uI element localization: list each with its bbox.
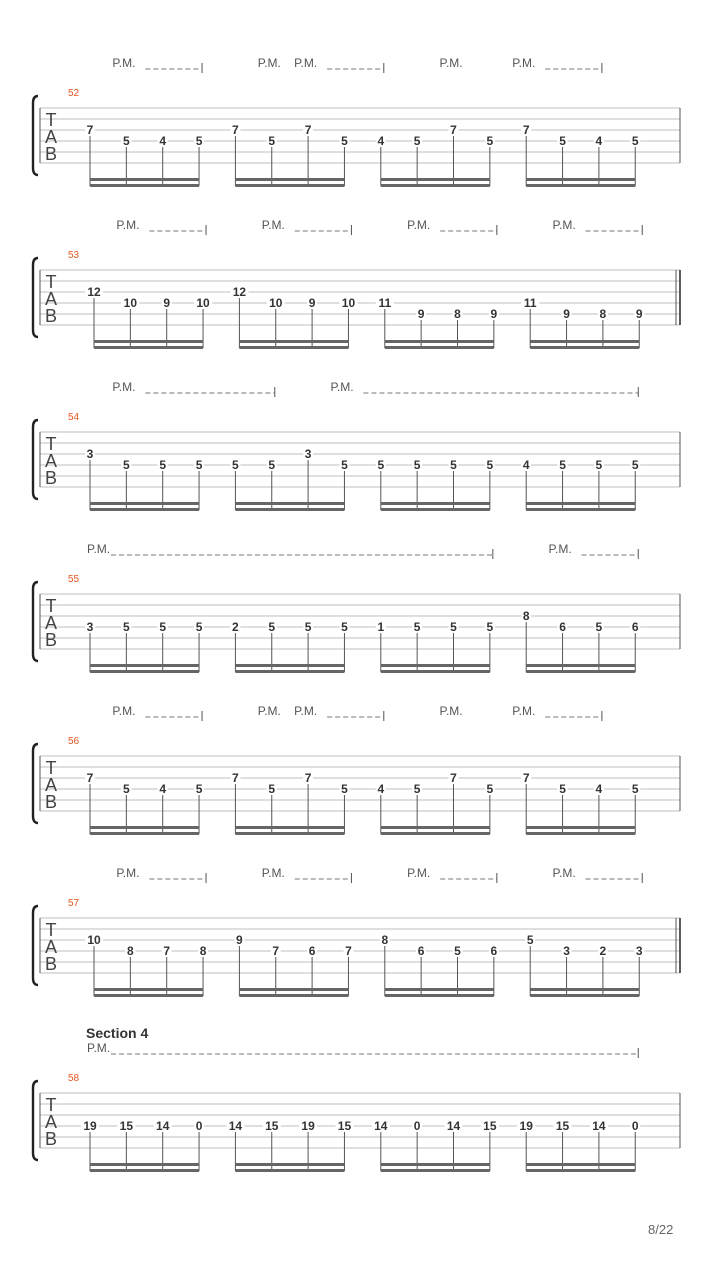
beam-secondary <box>90 670 199 673</box>
fret-number: 5 <box>268 458 276 472</box>
tab-letter-t: T <box>45 596 57 616</box>
measure-number: 57 <box>68 898 80 909</box>
beam-primary <box>530 988 639 991</box>
beam-primary <box>381 1163 490 1166</box>
fret-number: 5 <box>232 458 239 472</box>
fret-number: 8 <box>199 944 207 958</box>
tab-letter-t: T <box>45 110 57 130</box>
fret-number: 5 <box>268 782 276 796</box>
fret-number: 7 <box>163 944 171 958</box>
fret-number: 7 <box>345 944 352 958</box>
fret-number: 12 <box>87 285 101 299</box>
section-title: Section 4 <box>86 1025 149 1041</box>
measure-number: 54 <box>68 412 80 423</box>
beam-primary <box>381 664 490 667</box>
fret-number: 5 <box>268 134 276 148</box>
fret-number: 19 <box>83 1119 97 1133</box>
beam-secondary <box>530 994 639 997</box>
beam-primary <box>381 178 490 181</box>
fret-number: 0 <box>413 1119 421 1133</box>
fret-number: 5 <box>559 782 566 796</box>
fret-number: 8 <box>454 307 461 321</box>
system-bracket <box>33 96 38 175</box>
beam-secondary <box>90 184 199 187</box>
beam-primary <box>526 502 635 505</box>
fret-number: 3 <box>86 447 94 461</box>
beam-primary <box>526 664 635 667</box>
palm-mute-label: P.M. <box>87 542 111 556</box>
tab-letter-b: B <box>44 306 58 326</box>
fret-number: 5 <box>377 458 385 472</box>
beam-secondary <box>381 832 490 835</box>
tab-letter-a: A <box>44 937 58 957</box>
fret-number: 7 <box>272 944 280 958</box>
beam-secondary <box>530 346 639 349</box>
fret-number: 14 <box>592 1119 606 1133</box>
fret-number: 7 <box>232 123 239 137</box>
beam-primary <box>90 664 199 667</box>
fret-number: 3 <box>86 620 94 634</box>
beam-secondary <box>239 994 348 997</box>
fret-number: 5 <box>454 944 461 958</box>
fret-number: 2 <box>232 620 239 634</box>
beam-secondary <box>385 346 494 349</box>
beam-secondary <box>381 1169 490 1172</box>
beam-primary <box>235 1163 344 1166</box>
fret-number: 7 <box>86 771 94 785</box>
beam-primary <box>381 502 490 505</box>
beam-primary <box>526 178 635 181</box>
measure-number: 52 <box>68 88 80 99</box>
beam-secondary <box>526 508 635 511</box>
fret-number: 5 <box>195 620 203 634</box>
fret-number: 2 <box>599 944 607 958</box>
measure-number: 53 <box>68 250 80 261</box>
palm-mute-label: P.M. <box>439 56 463 70</box>
fret-number: 3 <box>304 447 312 461</box>
palm-mute-label: P.M. <box>112 380 136 394</box>
beam-primary <box>239 340 348 343</box>
fret-number: 0 <box>631 1119 639 1133</box>
beam-primary <box>235 826 344 829</box>
fret-number: 15 <box>119 1119 134 1133</box>
system-bracket <box>33 1081 38 1160</box>
system-bracket <box>33 744 38 823</box>
beam-primary <box>530 340 639 343</box>
fret-number: 5 <box>631 134 639 148</box>
fret-number: 8 <box>381 933 389 947</box>
fret-number: 5 <box>486 458 494 472</box>
fret-number: 5 <box>195 134 203 148</box>
measure-number: 58 <box>68 1073 80 1084</box>
tab-letter-t: T <box>45 920 57 940</box>
fret-number: 5 <box>195 782 203 796</box>
palm-mute-label: P.M. <box>439 704 463 718</box>
fret-number: 15 <box>555 1119 570 1133</box>
palm-mute-label: P.M. <box>330 380 354 394</box>
beam-secondary <box>90 832 199 835</box>
fret-number: 5 <box>413 458 421 472</box>
fret-number: 4 <box>377 782 385 796</box>
fret-number: 6 <box>490 944 498 958</box>
fret-number: 5 <box>413 620 421 634</box>
fret-number: 9 <box>417 307 425 321</box>
beam-secondary <box>239 346 348 349</box>
fret-number: 8 <box>127 944 134 958</box>
fret-number: 5 <box>268 620 276 634</box>
beam-secondary <box>235 184 344 187</box>
beam-primary <box>94 340 203 343</box>
palm-mute-label: P.M. <box>294 704 318 718</box>
beam-secondary <box>235 832 344 835</box>
fret-number: 4 <box>377 134 385 148</box>
palm-mute-label: P.M. <box>407 866 431 880</box>
tab-letter-a: A <box>44 451 58 471</box>
page-number: 8/22 <box>648 1222 674 1237</box>
fret-number: 10 <box>269 296 283 310</box>
beam-secondary <box>235 508 344 511</box>
fret-number: 5 <box>123 458 130 472</box>
beam-secondary <box>526 670 635 673</box>
fret-number: 6 <box>417 944 425 958</box>
fret-number: 10 <box>341 296 356 310</box>
palm-mute-label: P.M. <box>552 866 576 880</box>
fret-number: 5 <box>450 620 457 634</box>
beam-secondary <box>526 184 635 187</box>
tab-letter-b: B <box>44 1129 58 1149</box>
tab-letter-t: T <box>45 272 57 292</box>
palm-mute-label: P.M. <box>112 704 136 718</box>
fret-number: 14 <box>374 1119 388 1133</box>
palm-mute-label: P.M. <box>407 218 431 232</box>
fret-number: 19 <box>519 1119 533 1133</box>
fret-number: 5 <box>413 134 421 148</box>
fret-number: 5 <box>341 458 348 472</box>
fret-number: 15 <box>337 1119 352 1133</box>
fret-number: 3 <box>563 944 570 958</box>
beam-secondary <box>90 508 199 511</box>
fret-number: 5 <box>450 458 457 472</box>
beam-secondary <box>235 1169 344 1172</box>
fret-number: 9 <box>163 296 171 310</box>
fret-number: 5 <box>413 782 421 796</box>
fret-number: 10 <box>123 296 138 310</box>
fret-number: 7 <box>450 123 457 137</box>
tab-letter-b: B <box>44 792 58 812</box>
fret-number: 5 <box>341 134 348 148</box>
tab-letter-t: T <box>45 1095 57 1115</box>
fret-number: 4 <box>522 458 530 472</box>
beam-secondary <box>526 832 635 835</box>
tab-letter-b: B <box>44 144 58 164</box>
fret-number: 7 <box>450 771 457 785</box>
fret-number: 9 <box>563 307 570 321</box>
beam-secondary <box>385 994 494 997</box>
fret-number: 4 <box>595 782 603 796</box>
fret-number: 19 <box>301 1119 315 1133</box>
beam-primary <box>526 826 635 829</box>
fret-number: 14 <box>156 1119 170 1133</box>
fret-number: 14 <box>228 1119 243 1133</box>
fret-number: 9 <box>490 307 498 321</box>
palm-mute-label: P.M. <box>112 56 136 70</box>
fret-number: 5 <box>631 458 639 472</box>
fret-number: 5 <box>595 458 603 472</box>
fret-number: 4 <box>159 782 167 796</box>
beam-secondary <box>94 346 203 349</box>
palm-mute-label: P.M. <box>552 218 576 232</box>
fret-number: 1 <box>377 620 385 634</box>
palm-mute-label: P.M. <box>116 218 140 232</box>
fret-number: 7 <box>304 123 312 137</box>
palm-mute-label: P.M. <box>512 56 536 70</box>
tab-letter-b: B <box>44 468 58 488</box>
beam-primary <box>90 826 199 829</box>
beam-secondary <box>526 1169 635 1172</box>
beam-primary <box>90 502 199 505</box>
palm-mute-label: P.M. <box>294 56 318 70</box>
fret-number: 7 <box>86 123 94 137</box>
beam-secondary <box>90 1169 199 1172</box>
fret-number: 8 <box>522 609 530 623</box>
fret-number: 6 <box>631 620 639 634</box>
tab-letter-a: A <box>44 1112 58 1132</box>
palm-mute-label: P.M. <box>87 1041 111 1055</box>
palm-mute-label: P.M. <box>257 56 281 70</box>
system-bracket <box>33 582 38 661</box>
fret-number: 5 <box>195 458 203 472</box>
fret-number: 7 <box>232 771 239 785</box>
fret-number: 5 <box>123 620 130 634</box>
palm-mute-label: P.M. <box>261 866 285 880</box>
fret-number: 5 <box>304 620 312 634</box>
tab-letter-b: B <box>44 954 58 974</box>
fret-number: 5 <box>486 782 494 796</box>
fret-number: 8 <box>599 307 607 321</box>
fret-number: 12 <box>232 285 247 299</box>
tab-letter-b: B <box>44 630 58 650</box>
fret-number: 4 <box>159 134 167 148</box>
fret-number: 5 <box>559 458 566 472</box>
beam-secondary <box>381 508 490 511</box>
beam-primary <box>385 340 494 343</box>
fret-number: 6 <box>308 944 316 958</box>
beam-secondary <box>381 184 490 187</box>
beam-primary <box>235 502 344 505</box>
fret-number: 5 <box>486 134 494 148</box>
beam-primary <box>385 988 494 991</box>
palm-mute-label: P.M. <box>548 542 572 556</box>
measure-number: 56 <box>68 736 80 747</box>
fret-number: 5 <box>595 620 603 634</box>
fret-number: 5 <box>526 933 534 947</box>
beam-secondary <box>235 670 344 673</box>
fret-number: 5 <box>159 458 167 472</box>
beam-primary <box>381 826 490 829</box>
fret-number: 9 <box>236 933 243 947</box>
palm-mute-label: P.M. <box>116 866 140 880</box>
system-bracket <box>33 258 38 337</box>
system-bracket <box>33 420 38 499</box>
tab-letter-a: A <box>44 775 58 795</box>
system-bracket <box>33 906 38 985</box>
fret-number: 5 <box>123 134 130 148</box>
tab-letter-a: A <box>44 127 58 147</box>
fret-number: 15 <box>265 1119 279 1133</box>
fret-number: 5 <box>486 620 494 634</box>
fret-number: 0 <box>195 1119 203 1133</box>
fret-number: 11 <box>523 296 537 310</box>
beam-primary <box>90 1163 199 1166</box>
fret-number: 5 <box>159 620 167 634</box>
tab-letter-a: A <box>44 613 58 633</box>
fret-number: 10 <box>196 296 210 310</box>
tab-letter-t: T <box>45 758 57 778</box>
fret-number: 11 <box>378 296 392 310</box>
fret-number: 14 <box>446 1119 461 1133</box>
beam-primary <box>239 988 348 991</box>
fret-number: 5 <box>123 782 130 796</box>
measure-number: 55 <box>68 574 80 585</box>
fret-number: 9 <box>308 296 316 310</box>
fret-number: 7 <box>304 771 312 785</box>
fret-number: 7 <box>522 771 530 785</box>
palm-mute-label: P.M. <box>512 704 536 718</box>
fret-number: 7 <box>522 123 530 137</box>
fret-number: 5 <box>631 782 639 796</box>
beam-primary <box>94 988 203 991</box>
fret-number: 4 <box>595 134 603 148</box>
beam-primary <box>235 664 344 667</box>
fret-number: 5 <box>341 620 348 634</box>
palm-mute-label: P.M. <box>261 218 285 232</box>
fret-number: 5 <box>341 782 348 796</box>
beam-primary <box>90 178 199 181</box>
fret-number: 9 <box>635 307 643 321</box>
fret-number: 3 <box>635 944 643 958</box>
beam-secondary <box>94 994 203 997</box>
fret-number: 15 <box>483 1119 497 1133</box>
beam-secondary <box>381 670 490 673</box>
tab-letter-t: T <box>45 434 57 454</box>
beam-primary <box>526 1163 635 1166</box>
palm-mute-label: P.M. <box>257 704 281 718</box>
beam-primary <box>235 178 344 181</box>
fret-number: 6 <box>559 620 566 634</box>
tab-letter-a: A <box>44 289 58 309</box>
fret-number: 5 <box>559 134 566 148</box>
fret-number: 10 <box>87 933 101 947</box>
